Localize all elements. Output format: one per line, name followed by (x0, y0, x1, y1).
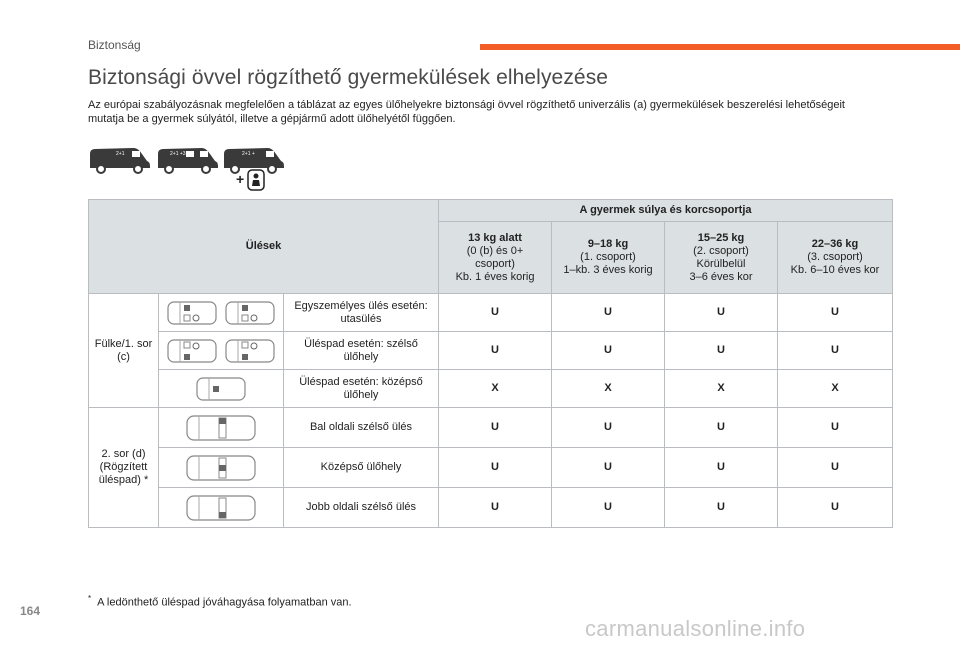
group-label-cab: Fülke/1. sor (c) (89, 294, 159, 408)
seat-description: Bal oldali szélső ülés (284, 408, 439, 448)
svg-text:2+1 +3: 2+1 +3 (170, 151, 186, 157)
van-crew-icon (158, 148, 218, 173)
seat-diagram-cell (159, 408, 284, 448)
vehicle-variants-illustration (88, 140, 288, 192)
value-cell: U (439, 294, 552, 332)
car-topview-icon (185, 414, 257, 442)
value-cell: U (552, 332, 665, 370)
footnote-text: A ledönthető üléspad jóváhagyása folyamatban van. (97, 596, 352, 609)
value-cell: U (665, 294, 778, 332)
footnote (88, 594, 352, 609)
value-cell: U (552, 448, 665, 488)
van-short-icon (90, 148, 150, 173)
value-cell: U (778, 408, 893, 448)
table-row (89, 408, 893, 448)
car-topview-icon (185, 454, 257, 482)
svg-text:+: + (236, 171, 245, 187)
value-cell: U (552, 488, 665, 528)
seat-description: Középső ülőhely (284, 448, 439, 488)
section-label: Biztonság (88, 38, 141, 52)
table-row (89, 370, 893, 408)
weight-group-header: A gyermek súlya és korcsoportja (439, 200, 893, 222)
column-header-group-1: 9–18 kg (1. csoport) 1–kb. 3 éves korig (552, 222, 665, 294)
seat-diagram-cell (159, 488, 284, 528)
seat-diagram-cell (159, 332, 284, 370)
page-title: Biztonsági övvel rögzíthető gyermekülések elhelyezése (88, 66, 609, 89)
value-cell: U (665, 332, 778, 370)
value-cell: X (552, 370, 665, 408)
value-cell: X (778, 370, 893, 408)
table-row (89, 488, 893, 528)
value-cell: U (778, 488, 893, 528)
value-cell: X (439, 370, 552, 408)
seat-description: Üléspad esetén: középső ülőhely (284, 370, 439, 408)
seat-diagram-cell (159, 448, 284, 488)
value-cell: U (552, 408, 665, 448)
car-topview-icon (185, 494, 257, 522)
seat-description: Jobb oldali szélső ülés (284, 488, 439, 528)
column-header-group-0: 13 kg alatt (0 (b) és 0+ csoport) Kb. 1 éves korig (439, 222, 552, 294)
value-cell: U (778, 448, 893, 488)
value-cell: U (665, 408, 778, 448)
value-cell: U (552, 294, 665, 332)
column-header-group-2: 15–25 kg (2. csoport) Körülbelül 3–6 éves kor (665, 222, 778, 294)
column-header-group-3: 22–36 kg (3. csoport) Kb. 6–10 éves kor (778, 222, 893, 294)
child-seat-icon (236, 170, 264, 190)
table-row (89, 332, 893, 370)
svg-text:2+1: 2+1 (116, 151, 125, 157)
value-cell: U (778, 294, 893, 332)
table-row (89, 294, 893, 332)
seat-diagram-cell (159, 294, 284, 332)
table-row (89, 448, 893, 488)
value-cell: U (439, 488, 552, 528)
car-topview-icon (195, 376, 247, 402)
footnote-mark: * (88, 594, 92, 603)
car-topview-icon (166, 300, 218, 326)
value-cell: U (778, 332, 893, 370)
car-topview-icon (166, 338, 218, 364)
seat-diagram-cell (159, 370, 284, 408)
value-cell: U (439, 332, 552, 370)
intro-paragraph: Az európai szabályozásnak megfelelően a táblázat az egyes ülőhelyekre biztonsági övvel rögzíthető univerzális (a) gyermekülések beszerelési lehetőségeit mutatja be a gyermek súlyától, illetve a gépjármű adott ülőhelyétől függően. (88, 99, 845, 125)
seat-description: Egyszemélyes ülés esetén: utasülés (284, 294, 439, 332)
svg-text:2+1 +: 2+1 + (242, 151, 255, 157)
seat-description: Üléspad esetén: szélső ülőhely (284, 332, 439, 370)
value-cell: U (665, 488, 778, 528)
header-accent-bar (480, 44, 960, 50)
value-cell: U (665, 448, 778, 488)
seats-header: Ülések (89, 200, 439, 294)
watermark: carmanualsonline.info (585, 616, 806, 641)
value-cell: U (439, 408, 552, 448)
group-label-second-row: 2. sor (d) (Rögzített üléspad) * (89, 408, 159, 528)
car-topview-icon (224, 338, 276, 364)
child-seat-table (88, 199, 893, 528)
value-cell: U (439, 448, 552, 488)
page-number: 164 (20, 604, 41, 618)
car-topview-icon (224, 300, 276, 326)
vehicle-icons (88, 140, 288, 192)
value-cell: X (665, 370, 778, 408)
